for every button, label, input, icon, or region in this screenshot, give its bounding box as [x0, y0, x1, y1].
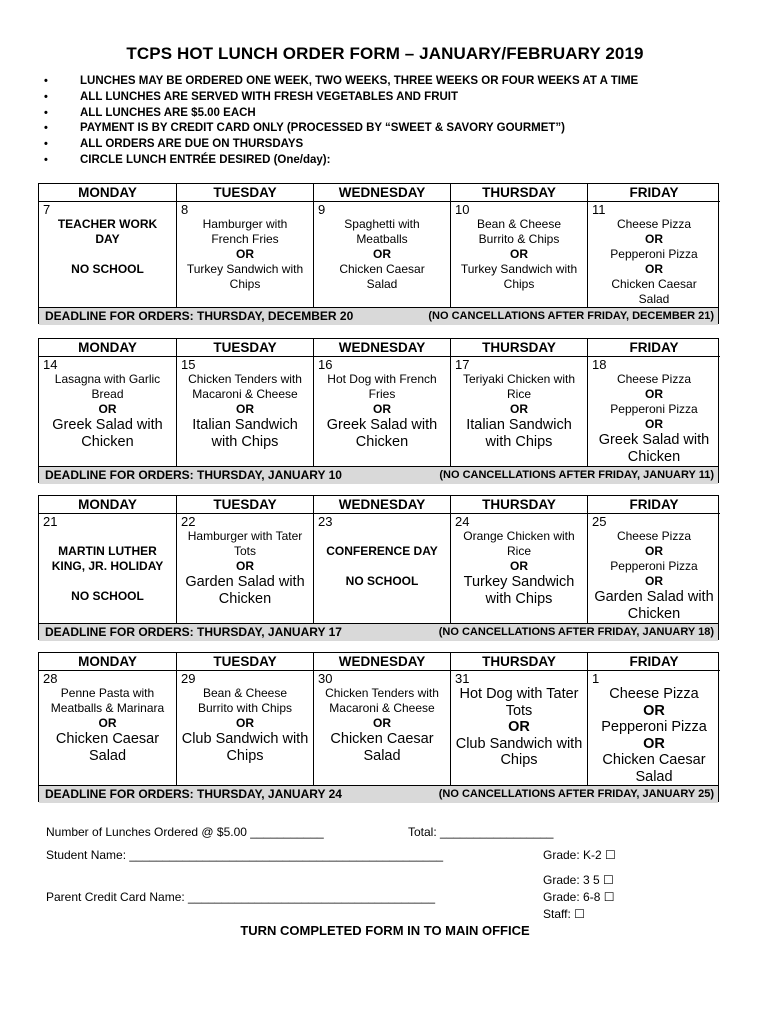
menu-line: Chips	[229, 277, 261, 291]
menu-line: OR	[510, 402, 528, 416]
day-column	[314, 184, 451, 307]
day-number: 9	[318, 202, 326, 217]
day-number: 21	[43, 514, 58, 529]
menu-line: OR	[645, 232, 663, 246]
deadline-bar	[39, 623, 718, 641]
instruction-item: • ALL ORDERS ARE DUE ON THURSDAYS	[40, 137, 638, 153]
day-column	[39, 653, 177, 785]
day-column	[451, 496, 588, 623]
menu-line: OR	[508, 719, 530, 735]
day-header: WEDNESDAY	[314, 339, 450, 357]
menu-line: Turkey Sandwich	[463, 574, 575, 590]
menu-line: OR	[236, 716, 254, 730]
menu-cell[interactable]	[588, 529, 720, 622]
day-number: 17	[455, 357, 470, 372]
menu-line	[41, 247, 174, 262]
week-table	[38, 338, 719, 483]
menu-line: Meatballs & Marinara	[50, 701, 165, 715]
day-column	[314, 339, 451, 466]
menu-line	[41, 574, 174, 589]
menu-line: Burrito with Chips	[197, 701, 293, 715]
menu-line: Italian Sandwich	[192, 417, 298, 433]
menu-line: Chicken	[627, 448, 681, 465]
menu-line: Pepperoni Pizza	[610, 402, 698, 416]
menu-line: Macaroni & Cheese	[192, 387, 298, 401]
deadline-text: DEADLINE FOR ORDERS: THURSDAY, DECEMBER 20	[45, 309, 354, 323]
lunch-count-field[interactable]: Number of Lunches Ordered @ $5.00 ___________	[46, 825, 324, 839]
menu-line: Cheese Pizza	[616, 372, 692, 386]
menu-line: Macaroni & Cheese	[329, 701, 435, 715]
menu-line: Rice	[506, 387, 531, 401]
menu-line: Chicken	[218, 590, 272, 607]
day-column	[588, 184, 720, 307]
menu-line: Teriyaki Chicken with	[462, 372, 576, 386]
day-header: THURSDAY	[451, 653, 587, 671]
deadline-text: DEADLINE FOR ORDERS: THURSDAY, JANUARY 24	[45, 787, 342, 801]
menu-line: Cheese Pizza	[616, 529, 692, 543]
day-number: 14	[43, 357, 58, 372]
menu-cell[interactable]	[39, 529, 176, 604]
day-column	[177, 496, 314, 623]
menu-line: Chicken Caesar	[602, 752, 706, 768]
menu-line: Chicken Caesar	[339, 262, 425, 276]
menu-line: Chicken Tenders with	[325, 686, 439, 700]
day-number: 11	[592, 202, 606, 217]
menu-line: Fries	[368, 387, 396, 401]
menu-line: Chicken Caesar	[611, 277, 697, 291]
menu-line	[41, 529, 174, 544]
instruction-item: • ALL LUNCHES ARE SERVED WITH FRESH VEGETABLES AND FRUIT	[40, 90, 638, 106]
day-header: FRIDAY	[588, 496, 720, 514]
day-header: THURSDAY	[451, 339, 587, 357]
menu-line: Orange Chicken with	[463, 529, 575, 543]
day-column	[451, 653, 588, 785]
menu-line: Chips	[503, 277, 535, 291]
menu-line: Pepperoni Pizza	[601, 719, 707, 735]
day-column	[588, 339, 720, 466]
menu-line: Salad	[635, 768, 673, 785]
cancellation-text: (NO CANCELLATIONS AFTER FRIDAY, JANUARY 18)	[438, 626, 714, 638]
day-column	[177, 653, 314, 785]
menu-line: Chicken Caesar	[55, 731, 160, 747]
menu-line: Chips	[500, 752, 538, 768]
week-table	[38, 495, 719, 640]
menu-line: OR	[236, 559, 254, 573]
menu-line: OR	[645, 262, 663, 276]
total-field[interactable]: Total: _________________	[408, 825, 554, 839]
menu-line: Chicken Caesar	[330, 731, 434, 747]
menu-line: KING, JR. HOLIDAY	[51, 559, 164, 573]
day-column	[588, 496, 720, 623]
menu-line: Club Sandwich with	[181, 731, 309, 747]
deadline-bar	[39, 785, 718, 803]
menu-line: Chicken	[627, 605, 681, 622]
day-number: 23	[318, 514, 333, 529]
day-header: WEDNESDAY	[314, 496, 450, 514]
day-header: THURSDAY	[451, 496, 587, 514]
day-number: 10	[455, 202, 470, 217]
menu-cell[interactable]	[314, 529, 450, 589]
menu-line	[316, 529, 448, 544]
menu-line: Bread	[91, 387, 124, 401]
menu-line: Greek Salad with	[598, 432, 710, 448]
menu-cell[interactable]	[314, 686, 450, 764]
menu-cell[interactable]	[177, 217, 313, 292]
day-header: THURSDAY	[451, 184, 587, 202]
student-name-field[interactable]: Student Name: _______________________________________________	[46, 848, 444, 862]
week-table	[38, 652, 719, 802]
deadline-bar	[39, 466, 718, 484]
day-header: MONDAY	[39, 653, 176, 671]
menu-line: Rice	[506, 544, 531, 558]
day-header: MONDAY	[39, 184, 176, 202]
menu-line: Bean & Cheese	[202, 686, 288, 700]
menu-cell[interactable]	[588, 217, 720, 307]
day-column	[451, 339, 588, 466]
menu-cell[interactable]	[177, 529, 313, 607]
day-header: WEDNESDAY	[314, 653, 450, 671]
day-number: 22	[181, 514, 196, 529]
cancellation-text: (NO CANCELLATIONS AFTER FRIDAY, JANUARY 11)	[439, 469, 714, 481]
menu-line: OR	[510, 247, 528, 261]
menu-line: Bean & Cheese	[476, 217, 562, 231]
menu-line: NO SCHOOL	[71, 589, 144, 603]
menu-line: with Chips	[485, 590, 553, 607]
menu-line: OR	[643, 702, 665, 719]
menu-line: Greek Salad with	[52, 417, 163, 433]
grade-35-checkbox[interactable]: Grade: 3 5 ☐	[543, 873, 614, 887]
day-header: MONDAY	[39, 496, 176, 514]
day-header: TUESDAY	[177, 496, 313, 514]
day-number: 29	[181, 671, 196, 686]
instructions-list	[40, 74, 638, 169]
menu-line: OR	[373, 716, 391, 730]
day-header: TUESDAY	[177, 653, 313, 671]
grade-k2-checkbox[interactable]: Grade: K-2 ☐	[543, 848, 616, 862]
menu-cell[interactable]	[451, 529, 587, 607]
day-number: 1	[592, 671, 600, 686]
day-header: FRIDAY	[588, 339, 720, 357]
menu-cell[interactable]	[39, 217, 176, 277]
day-number: 8	[181, 202, 189, 217]
day-header: WEDNESDAY	[314, 184, 450, 202]
menu-line: Greek Salad with	[326, 417, 438, 433]
menu-line: OR	[510, 559, 528, 573]
menu-line: OR	[98, 402, 117, 416]
menu-line: OR	[645, 544, 663, 558]
menu-line: OR	[373, 247, 391, 261]
menu-cell[interactable]	[177, 372, 313, 450]
menu-line: Chicken	[355, 433, 409, 450]
menu-line: TEACHER WORK	[57, 217, 158, 231]
week-table	[38, 183, 719, 324]
menu-line: NO SCHOOL	[345, 574, 419, 588]
day-number: 30	[318, 671, 333, 686]
menu-line: French Fries	[211, 232, 279, 246]
day-column	[451, 184, 588, 307]
day-column	[314, 653, 451, 785]
menu-line: Tots	[505, 702, 533, 719]
staff-checkbox[interactable]: Staff: ☐	[543, 907, 585, 921]
menu-line: Burrito & Chips	[478, 232, 560, 246]
menu-line: Chicken Tenders with	[188, 372, 302, 386]
day-number: 25	[592, 514, 607, 529]
day-column	[314, 496, 451, 623]
day-column	[177, 339, 314, 466]
day-header: FRIDAY	[588, 653, 720, 671]
menu-line: Hamburger with	[202, 217, 288, 231]
instruction-item: • LUNCHES MAY BE ORDERED ONE WEEK, TWO WEEKS, THREE WEEKS OR FOUR WEEKS AT A TIME	[40, 74, 638, 90]
menu-line: OR	[645, 387, 663, 401]
menu-line: Garden Salad with	[594, 589, 714, 605]
menu-line: NO SCHOOL	[71, 262, 144, 276]
menu-line: Salad	[88, 747, 127, 764]
menu-cell[interactable]	[588, 686, 720, 785]
grade-68-checkbox[interactable]: Grade: 6-8 ☐	[543, 890, 615, 904]
menu-cell[interactable]	[314, 372, 450, 450]
day-number: 16	[318, 357, 333, 372]
menu-line: Turkey Sandwich with	[460, 262, 578, 276]
day-column	[177, 184, 314, 307]
day-number: 31	[455, 671, 470, 686]
menu-line: Hot Dog with French	[327, 372, 437, 386]
day-number: 7	[43, 202, 51, 217]
menu-line: Pepperoni Pizza	[610, 559, 698, 573]
day-header: FRIDAY	[588, 184, 720, 202]
menu-cell[interactable]	[39, 372, 176, 450]
menu-line: OR	[236, 247, 254, 261]
instruction-item: • CIRCLE LUNCH ENTRÉE DESIRED (One/day):	[40, 153, 638, 169]
menu-line: Chips	[226, 747, 264, 764]
menu-line: OR	[645, 417, 663, 431]
menu-line: Chicken	[81, 433, 134, 450]
menu-line: OR	[236, 402, 254, 416]
day-column	[39, 339, 177, 466]
menu-line: Salad	[366, 277, 398, 291]
menu-line: Meatballs	[356, 232, 408, 246]
menu-line: Turkey Sandwich with	[186, 262, 304, 276]
day-number: 24	[455, 514, 470, 529]
menu-cell[interactable]	[451, 217, 587, 292]
day-header: MONDAY	[39, 339, 176, 357]
form-title: TCPS HOT LUNCH ORDER FORM – JANUARY/FEBRUARY 2019	[126, 44, 644, 63]
menu-cell[interactable]	[314, 217, 450, 292]
menu-cell[interactable]	[588, 372, 720, 465]
menu-line: MARTIN LUTHER	[58, 544, 157, 558]
instruction-item: • PAYMENT IS BY CREDIT CARD ONLY (PROCESSED BY “SWEET & SAVORY GOURMET”)	[40, 121, 638, 137]
day-header: TUESDAY	[177, 184, 313, 202]
menu-line: Salad	[363, 747, 401, 764]
menu-line: DAY	[95, 232, 120, 246]
menu-cell[interactable]	[451, 372, 587, 450]
menu-line: Penne Pasta with	[60, 686, 155, 700]
menu-line: Hamburger with Tater	[187, 529, 303, 543]
menu-cell[interactable]	[451, 686, 587, 769]
deadline-text: DEADLINE FOR ORDERS: THURSDAY, JANUARY 17	[45, 625, 342, 639]
deadline-bar	[39, 307, 718, 325]
menu-line: Cheese Pizza	[616, 217, 692, 231]
menu-line: Hot Dog with Tater	[459, 686, 579, 702]
day-column	[39, 496, 177, 623]
cancellation-text: (NO CANCELLATIONS AFTER FRIDAY, JANUARY 25)	[438, 788, 714, 800]
menu-line: Tots	[233, 544, 256, 558]
deadline-text: DEADLINE FOR ORDERS: THURSDAY, JANUARY 10	[45, 468, 342, 482]
menu-line: OR	[98, 716, 117, 730]
menu-line: OR	[645, 574, 663, 588]
menu-line: CONFERENCE DAY	[326, 544, 438, 558]
parent-name-field[interactable]: Parent Credit Card Name: _____________________________________	[46, 890, 435, 904]
menu-line: OR	[643, 735, 665, 752]
menu-line: Garden Salad with	[185, 574, 305, 590]
day-number: 18	[592, 357, 607, 372]
day-number: 28	[43, 671, 58, 686]
day-column	[588, 653, 720, 785]
instruction-item: • ALL LUNCHES ARE $5.00 EACH	[40, 106, 638, 122]
menu-line: Italian Sandwich	[466, 417, 572, 433]
menu-line: with Chips	[485, 433, 553, 450]
menu-cell[interactable]	[177, 686, 313, 764]
menu-line: OR	[373, 402, 391, 416]
menu-line: Lasagna with Garlic	[54, 372, 161, 386]
day-column	[39, 184, 177, 307]
menu-line: Pepperoni Pizza	[610, 247, 698, 261]
turn-in-instruction: TURN COMPLETED FORM IN TO MAIN OFFICE	[240, 923, 530, 938]
menu-line	[316, 559, 448, 574]
menu-cell[interactable]	[39, 686, 176, 764]
day-header: TUESDAY	[177, 339, 313, 357]
menu-line: Spaghetti with	[344, 217, 420, 231]
menu-line: with Chips	[211, 433, 279, 450]
day-number: 15	[181, 357, 196, 372]
menu-line: Club Sandwich with	[455, 735, 583, 752]
cancellation-text: (NO CANCELLATIONS AFTER FRIDAY, DECEMBER 21)	[428, 310, 714, 322]
menu-line: Cheese Pizza	[609, 686, 699, 702]
menu-line: Salad	[638, 292, 670, 306]
